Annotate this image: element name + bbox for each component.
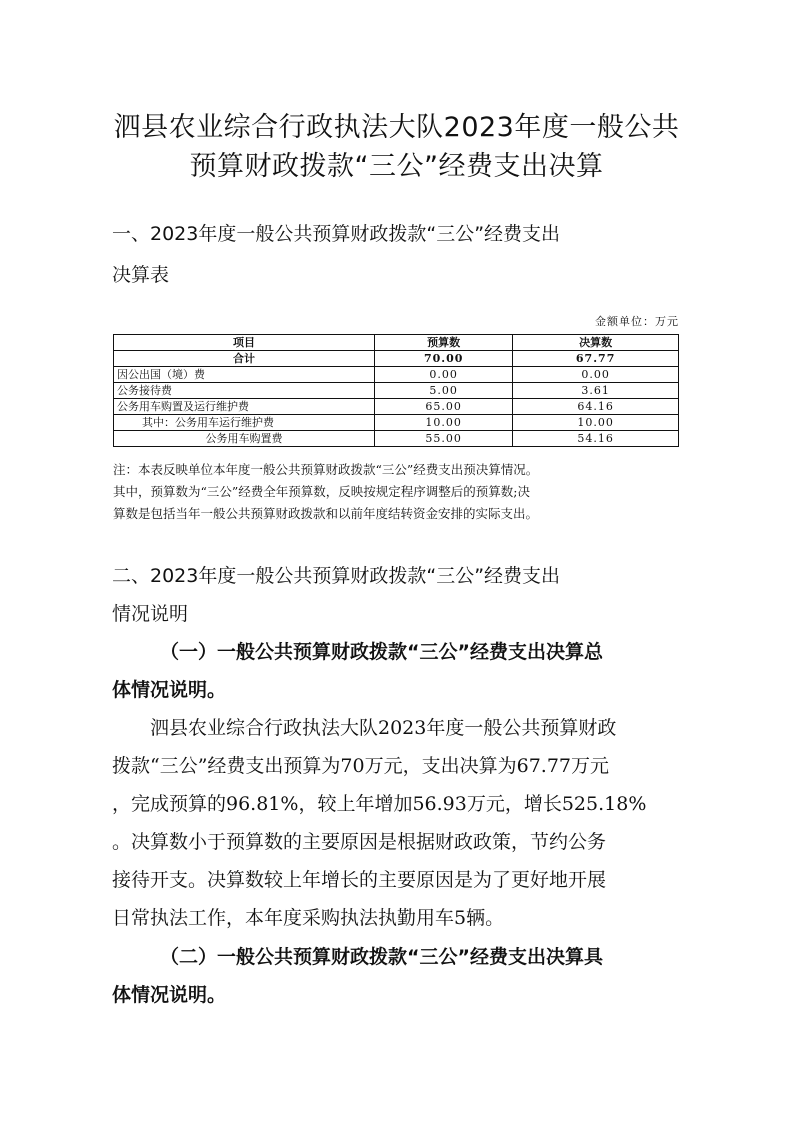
- paragraph-line: 泗县农业综合行政执法大队2023年度一般公共预算财政: [150, 717, 617, 739]
- table-row: [114, 415, 679, 431]
- row-budget: 55.00: [375, 431, 513, 447]
- row-budget: 5.00: [375, 383, 513, 399]
- subsection-2-heading-line-1: （二）一般公共预算财政拨款“三公”经费支出决算具: [160, 946, 603, 968]
- row-item: 公务接待费: [114, 383, 375, 399]
- row-budget: 0.00: [375, 367, 513, 383]
- subsection-1-heading-line-2: 体情况说明。: [112, 679, 227, 701]
- row-item: 公务用车购置费: [114, 431, 375, 447]
- row-item: 合计: [114, 351, 375, 367]
- summary-paragraph: [112, 716, 687, 944]
- table-row: [114, 351, 679, 367]
- row-budget: 10.00: [375, 415, 513, 431]
- section-2-heading-line-1: 二、2023年度一般公共预算财政拨款“三公”经费支出: [112, 565, 561, 587]
- header-final: 决算数: [513, 335, 679, 351]
- paragraph-line: 。决算数小于预算数的主要原因是根据财政政策，节约公务: [112, 831, 607, 853]
- header-item: 项目: [114, 335, 375, 351]
- row-budget: 70.00: [375, 351, 513, 367]
- header-budget: 预算数: [375, 335, 513, 351]
- document-title-line-1: 泗县农业综合行政执法大队2023年度一般公共: [113, 112, 680, 143]
- note-line-2: 其中，预算数为“三公”经费全年预算数，反映按规定程序调整后的预算数;决: [113, 484, 530, 499]
- row-final: 54.16: [513, 431, 679, 447]
- paragraph-line: 拨款“三公”经费支出预算为70万元，支出决算为67.77万元: [112, 755, 609, 777]
- table-note: [113, 459, 683, 525]
- table-row: [114, 431, 679, 447]
- subsection-2-heading-line-2: 体情况说明。: [112, 984, 227, 1006]
- paragraph-line: 接待开支。决算数较上年增长的主要原因是为了更好地开展: [112, 869, 607, 891]
- table-header-row: [114, 335, 679, 351]
- section-1-heading-line-1: 一、2023年度一般公共预算财政拨款“三公”经费支出: [112, 223, 561, 245]
- row-final: 0.00: [513, 367, 679, 383]
- document-title-line-2: 预算财政拨款“三公”经费支出决算: [189, 151, 604, 182]
- row-final: 3.61: [513, 383, 679, 399]
- row-final: 10.00: [513, 415, 679, 431]
- note-line-3: 算数是包括当年一般公共预算财政拨款和以前年度结转资金安排的实际支出。: [113, 506, 539, 521]
- subsection-1-heading-line-1: （一）一般公共预算财政拨款“三公”经费支出决算总: [160, 641, 603, 663]
- table-row: [114, 383, 679, 399]
- paragraph-line: ，完成预算的96.81%，较上年增加56.93万元，增长525.18%: [112, 793, 647, 815]
- table-row: [114, 367, 679, 383]
- budget-table: [113, 334, 679, 447]
- row-final: 64.16: [513, 399, 679, 415]
- amount-unit-label: 金额单位：万元: [595, 315, 679, 328]
- row-final: 67.77: [513, 351, 679, 367]
- row-item: 公务用车购置及运行维护费: [114, 399, 375, 415]
- note-line-1: 注：本表反映单位本年度一般公共预算财政拨款“三公”经费支出预决算情况。: [113, 462, 539, 477]
- row-item: 其中：公务用车运行维护费: [114, 415, 375, 431]
- section-1-heading-line-2: 决算表: [112, 264, 170, 286]
- table-row: [114, 399, 679, 415]
- row-item: 因公出国（境）费: [114, 367, 375, 383]
- section-2-heading-line-2: 情况说明: [112, 603, 189, 625]
- row-budget: 65.00: [375, 399, 513, 415]
- paragraph-line: 日常执法工作，本年度采购执法执勤用车5辆。: [112, 907, 505, 929]
